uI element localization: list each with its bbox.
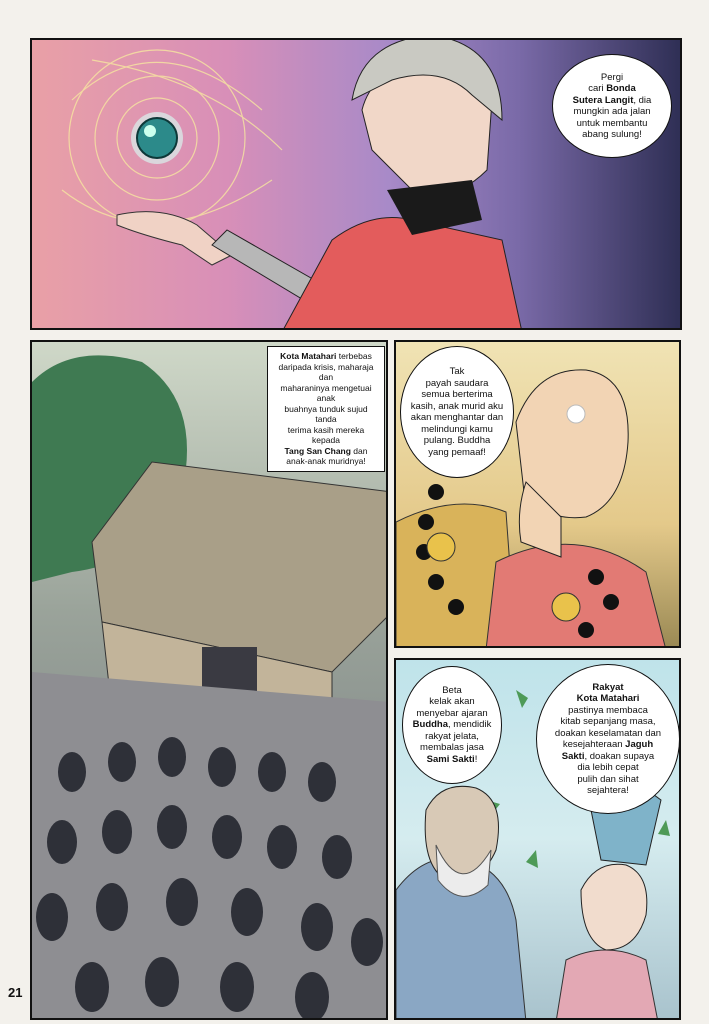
bubble-text: Pergi	[600, 71, 624, 83]
bubble-text: kitab sepanjang masa,	[560, 716, 656, 727]
page-number: 21	[8, 985, 23, 1000]
caption-text-bold: Tang San Chang	[284, 445, 351, 456]
queen-face	[581, 864, 647, 950]
bubble-text: !	[474, 753, 478, 765]
bubble-text-bold: Buddha	[412, 719, 449, 731]
queen-robe	[556, 950, 658, 1020]
bubble-text: doakan keselamatan dan	[554, 727, 662, 739]
caption-text: daripada krisis, maharaja dan	[278, 361, 374, 382]
bubble-text-bold: Sakti	[561, 750, 585, 762]
bubble-text: cari	[588, 83, 607, 94]
bead-ornament	[427, 533, 455, 561]
orb-highlight	[144, 125, 156, 137]
bubble-text: mungkin ada jalan	[573, 106, 651, 117]
bubble-text: pulih dan sihat	[577, 773, 639, 785]
caption-text-bold: Kota Matahari	[280, 351, 337, 361]
bubble-text: sejahtera!	[587, 785, 629, 796]
bubble-text: , mendidik	[448, 719, 492, 731]
bubble-text: membalas jasa	[420, 742, 484, 754]
caption-text: buahnya tunduk sujud tanda	[284, 403, 368, 424]
bubble-text-bold: Sami Sakti	[426, 753, 475, 765]
bubble-text-bold: Sutera Langit	[572, 94, 634, 106]
bubble-text-bold: Bonda	[606, 83, 636, 94]
hand	[117, 212, 232, 265]
bubble-text: semua berterima	[421, 389, 493, 400]
bubble-text: pulang. Buddha	[423, 435, 491, 446]
forehead-mark	[567, 405, 585, 423]
narration-caption	[267, 346, 385, 472]
caption-text: anak-anak muridnya!	[286, 456, 366, 466]
bubble-text: payah saudara	[425, 377, 489, 389]
bubble-text: Beta	[442, 684, 462, 696]
caption-text: dan	[350, 445, 368, 456]
bubble-text: , dia	[633, 94, 652, 106]
bubble-text: abang sulung!	[582, 129, 642, 140]
panel-1	[30, 38, 682, 330]
magic-orb	[137, 118, 177, 158]
bubble-text: kesejahteraan	[562, 739, 626, 750]
bubble-text: pastinya membaca	[568, 704, 648, 716]
bubble-text: dia lebih cepat	[577, 762, 639, 773]
caption-text: terima kasih mereka kepada	[287, 424, 365, 445]
bubble-text-bold: Rakyat	[592, 681, 624, 693]
panel-2	[30, 340, 388, 1020]
bubble-text-bold: Kota Matahari	[576, 693, 640, 704]
bubble-text: kasih, anak murid aku	[410, 400, 504, 412]
bubble-text: Tak	[449, 366, 465, 377]
bubble-text: , doakan supaya	[584, 750, 655, 762]
speech-bubble-king	[402, 666, 502, 784]
red-top	[282, 218, 522, 331]
caption-text: maharaninya mengetuai anak	[280, 382, 372, 403]
bead-ornament	[552, 593, 580, 621]
robe	[486, 544, 666, 648]
panel-3	[394, 340, 681, 648]
caption-text: terbebas	[336, 351, 372, 361]
speech-bubble-1	[552, 54, 672, 158]
bubble-text: kelak akan	[429, 696, 475, 708]
bubble-text-bold: Jaguh	[625, 739, 654, 750]
speech-bubble-queen	[536, 664, 680, 814]
panel-4	[394, 658, 681, 1020]
bubble-text: melindungi kamu	[421, 423, 493, 435]
bubble-text: rakyat jelata,	[425, 730, 479, 742]
bubble-text: menyebar ajaran	[416, 707, 488, 719]
bubble-text: untuk membantu	[576, 117, 648, 129]
bubble-text: akan menghantar dan	[410, 412, 504, 423]
bubble-text: yang pemaaf!	[428, 446, 486, 458]
speech-bubble-monk	[400, 346, 514, 478]
